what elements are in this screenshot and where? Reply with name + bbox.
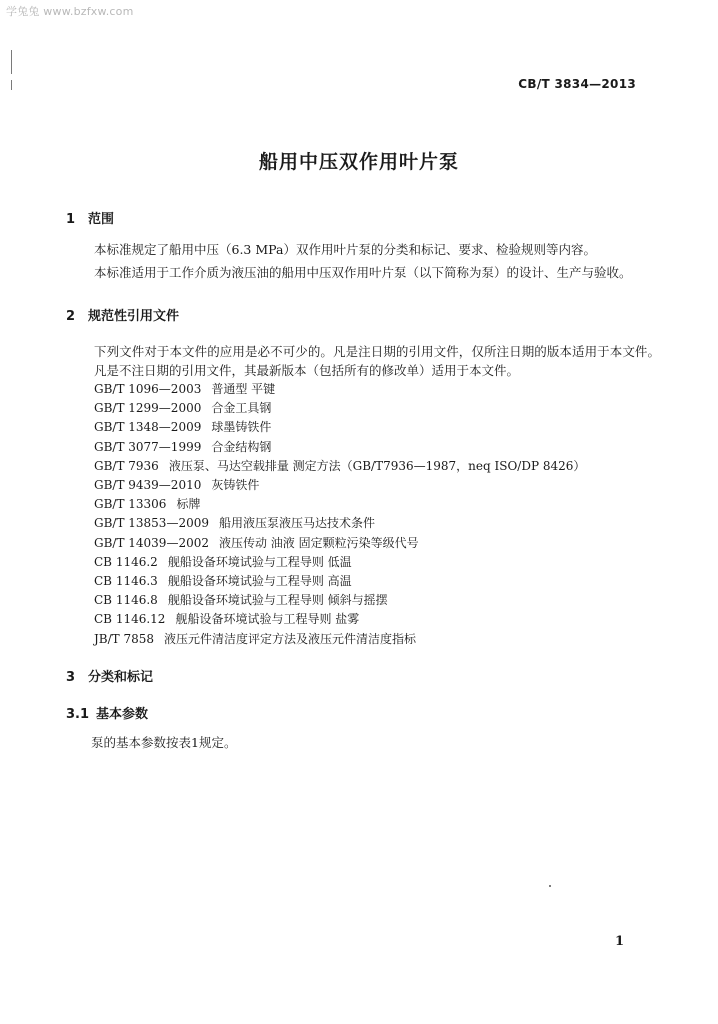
section-title: 规范性引用文件: [88, 309, 180, 324]
reference-code: CB 1146.2: [94, 554, 158, 569]
scope-paragraph-2: 本标准适用于工作介质为液压油的船用中压双作用叶片泵（以下简称为泵）的设计、生产与验收。: [94, 265, 632, 280]
reference-code: CB 1146.12: [94, 612, 166, 627]
reference-title: 舰船设备环境试验与工程导则 高温: [167, 574, 352, 589]
section-title: 分类和标记: [88, 670, 154, 685]
section-heading-references: [66, 305, 179, 324]
reference-code: GB/T 13853—2009: [94, 516, 209, 531]
reference-item: [94, 534, 585, 553]
reference-title: 舰船设备环境试验与工程导则 低温: [167, 554, 352, 569]
scan-speck: [549, 885, 551, 887]
reference-item: [94, 457, 585, 476]
section-number: 2: [66, 309, 76, 324]
references-intro: 下列文件对于本文件的应用是必不可少的。凡是注日期的引用文件，仅所注日期的版本适用于本文件。凡是不注日期的引用文件，其最新版本（包括所有的修改单）适用于本文件。: [94, 344, 660, 378]
reference-item: [94, 591, 585, 610]
reference-item: [94, 514, 585, 533]
reference-item: [94, 438, 585, 457]
section-heading-scope: [66, 208, 114, 227]
reference-item: [94, 495, 585, 514]
margin-mark-bottom: [11, 80, 12, 90]
reference-code: GB/T 14039—2002: [94, 535, 209, 550]
reference-code: GB/T 1348—2009: [94, 420, 202, 435]
reference-item: [94, 476, 585, 495]
scope-paragraph-1: 本标准规定了船用中压（6.3 MPa）双作用叶片泵的分类和标记、要求、检验规则等内容。: [94, 242, 596, 257]
reference-item: [94, 418, 585, 437]
reference-title: 标牌: [176, 497, 201, 512]
section-heading-basic-params: [66, 703, 148, 722]
reference-title: 合金工具钢: [211, 401, 272, 416]
reference-title: 球墨铸铁件: [211, 420, 272, 435]
margin-mark-top: [11, 50, 12, 74]
reference-title: 液压传动 油液 固定颗粒污染等级代号: [218, 535, 419, 550]
reference-title: 舰船设备环境试验与工程导则 倾斜与摇摆: [167, 593, 388, 608]
section-number: 3.1: [66, 707, 90, 722]
reference-code: GB/T 13306: [94, 497, 167, 512]
section-number: 1: [66, 212, 76, 227]
standard-code: CB/T 3834—2013: [518, 77, 636, 91]
reference-title: 船用液压泵液压马达技术条件: [218, 516, 375, 531]
reference-title: 合金结构钢: [211, 439, 272, 454]
reference-title: 舰船设备环境试验与工程导则 盐雾: [175, 612, 360, 627]
reference-item: [94, 572, 585, 591]
reference-code: GB/T 1299—2000: [94, 401, 202, 416]
reference-title: 灰铸铁件: [211, 478, 260, 493]
section-title: 范围: [88, 212, 115, 227]
reference-code: GB/T 3077—1999: [94, 439, 202, 454]
reference-list: [94, 380, 585, 649]
section-title: 基本参数: [96, 707, 149, 722]
reference-item: [94, 630, 585, 649]
document-title: 船用中压双作用叶片泵: [258, 151, 459, 173]
section-heading-classification: [66, 666, 153, 685]
reference-code: CB 1146.3: [94, 574, 158, 589]
reference-code: GB/T 7936: [94, 458, 159, 473]
section-number: 3: [66, 670, 76, 685]
page-number: 1: [614, 934, 624, 949]
reference-item: [94, 610, 585, 629]
reference-code: GB/T 9439—2010: [94, 478, 202, 493]
reference-item: [94, 380, 585, 399]
reference-item: [94, 399, 585, 418]
reference-title: 液压元件清洁度评定方法及液压元件清洁度指标: [164, 631, 417, 646]
reference-code: JB/T 7858: [94, 631, 155, 646]
reference-code: GB/T 1096—2003: [94, 382, 202, 396]
reference-title: 普通型 平键: [211, 382, 276, 396]
reference-title: 液压泵、马达空载排量 测定方法（GB/T7936—1987，neq ISO/DP 8426）: [168, 458, 586, 473]
reference-code: CB 1146.8: [94, 593, 158, 608]
watermark: 学兔兔 www.bzfxw.com: [6, 5, 134, 18]
reference-item: [94, 553, 585, 572]
basic-params-text: 泵的基本参数按表1规定。: [91, 735, 237, 750]
